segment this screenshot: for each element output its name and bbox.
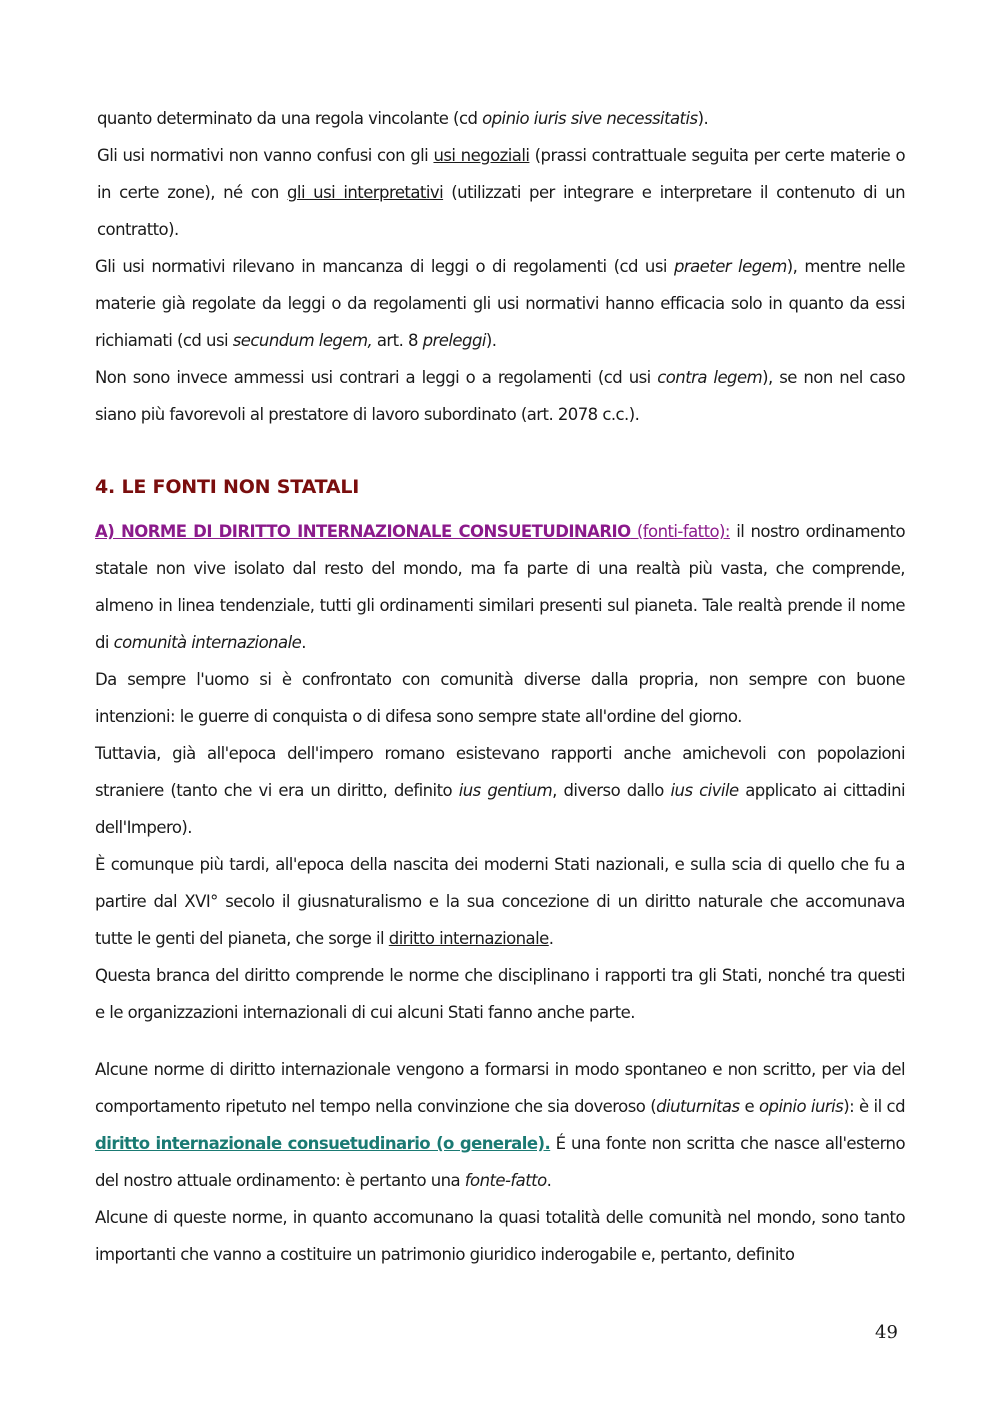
text: Gli usi normativi non vanno confusi con gli bbox=[97, 146, 434, 165]
paragraph-2 bbox=[95, 137, 905, 248]
text: . bbox=[548, 929, 554, 948]
text: Da sempre l'uomo si è confrontato con comunità diverse dalla propria, non sempre con buone intenzioni: le guerre di conquista o di difesa sono sempre state all'ordine del giorno. bbox=[95, 670, 905, 726]
text: . bbox=[301, 633, 306, 652]
paragraph-1 bbox=[95, 100, 905, 137]
underlined-term: gli usi interpretativi bbox=[286, 183, 444, 202]
text: quanto determinato da una regola vincolante (cd bbox=[97, 109, 483, 128]
italic-term: secundum legem, bbox=[232, 331, 373, 350]
text: . bbox=[546, 1171, 552, 1190]
text: il nostro ordinamento statale non vive isolato dal resto del mondo, ma fa parte di una realtà più vasta, che comprende, almeno in linea tendenziale, tutti gli ordinamenti similari presenti sul pianeta. Tale realtà prende il nome di bbox=[95, 522, 905, 652]
paragraph-8 bbox=[95, 846, 905, 957]
italic-term: praeter legem bbox=[673, 257, 787, 276]
paragraph-gap bbox=[95, 1031, 905, 1051]
paragraph-5 bbox=[95, 513, 905, 661]
italic-term: contra legem bbox=[657, 368, 763, 387]
italic-term: diuturnitas bbox=[656, 1097, 740, 1116]
italic-term: opinio iuris bbox=[759, 1097, 844, 1116]
section-heading: 4. LE FONTI NON STATALI bbox=[95, 476, 360, 498]
paragraph-7 bbox=[95, 735, 905, 846]
italic-term: ius civile bbox=[670, 781, 739, 800]
italic-term: fonte-fatto bbox=[464, 1171, 547, 1190]
italic-term: ius gentium bbox=[458, 781, 553, 800]
page-body bbox=[95, 100, 905, 1273]
underlined-term: diritto internazionale bbox=[388, 929, 549, 948]
paragraph-11 bbox=[95, 1199, 905, 1273]
underlined-term: usi negoziali bbox=[433, 146, 530, 165]
paragraph-10 bbox=[95, 1051, 905, 1199]
page-number: 49 bbox=[875, 1322, 898, 1343]
text: ). bbox=[485, 331, 497, 350]
paragraph-3 bbox=[95, 248, 905, 359]
text: Gli usi normativi rilevano in mancanza di leggi o di regolamenti (cd usi bbox=[95, 257, 674, 276]
italic-term: preleggi bbox=[422, 331, 486, 350]
text: Tuttavia, già all'epoca dell'impero romano esistevano rapporti anche amichevoli con popolazioni straniere (tanto che vi era un diritto, definito bbox=[95, 744, 905, 800]
text: Alcune di queste norme, in quanto accomunano la quasi totalità delle comunità nel mondo, sono tanto importanti che vanno a costituire un patrimonio giuridico inderogabile e, pertanto, definito bbox=[95, 1208, 905, 1264]
italic-term: opinio iuris sive necessitatis bbox=[482, 109, 698, 128]
paragraph-9 bbox=[95, 957, 905, 1031]
text: art. 8 bbox=[372, 331, 423, 350]
italic-term: comunità internazionale bbox=[113, 633, 302, 652]
text: e bbox=[739, 1097, 759, 1116]
text: ), mentre nelle materie già regolate da leggi o da regolamenti gli usi normativi hanno efficacia solo in quanto da essi richiamati (cd usi bbox=[95, 257, 906, 350]
text: ), se non nel caso siano più favorevoli al prestatore di lavoro subordinato (art. 2078 c.c.). bbox=[95, 368, 905, 424]
text: Non sono invece ammessi usi contrari a leggi o a regolamenti (cd usi bbox=[95, 368, 658, 387]
text: Questa branca del diritto comprende le norme che disciplinano i rapporti tra gli Stati, nonché tra questi e le organizzazioni internazionali di cui alcuni Stati fanno anche parte. bbox=[95, 966, 905, 1022]
text: ): è il cd bbox=[843, 1097, 905, 1116]
paragraph-6 bbox=[95, 661, 905, 735]
highlighted-term: diritto internazionale consuetudinario (o generale). bbox=[95, 1134, 551, 1153]
text: È comunque più tardi, all'epoca della nascita dei moderni Stati nazionali, e sulla scia di quello che fu a partire dal XVI° secolo il giusnaturalismo e la sua concezione di un diritto naturale che accomunava tutte le genti del pianeta, che sorge il bbox=[95, 855, 905, 948]
paragraph-4 bbox=[95, 359, 905, 433]
text: ). bbox=[697, 109, 709, 128]
text: (utilizzati per integrare e interpretare il contenuto di un contratto). bbox=[97, 183, 905, 239]
text: É una fonte non scritta che nasce all'esterno del nostro attuale ordinamento: è pertanto una bbox=[95, 1134, 905, 1190]
text: , diverso dallo bbox=[552, 781, 671, 800]
text: (prassi contrattuale seguita per certe materie o in certe zone), né con bbox=[97, 146, 905, 202]
text: applicato ai cittadini dell'Impero). bbox=[95, 781, 906, 837]
subsection-title: A) NORME DI DIRITTO INTERNAZIONALE CONSUETUDINARIO bbox=[95, 522, 631, 541]
text: Alcune norme di diritto internazionale vengono a formarsi in modo spontaneo e non scritto, per via del comportamento ripetuto nel tempo nella convinzione che sia doveroso ( bbox=[95, 1060, 905, 1116]
subsection-note: (fonti-fatto): bbox=[630, 522, 730, 541]
